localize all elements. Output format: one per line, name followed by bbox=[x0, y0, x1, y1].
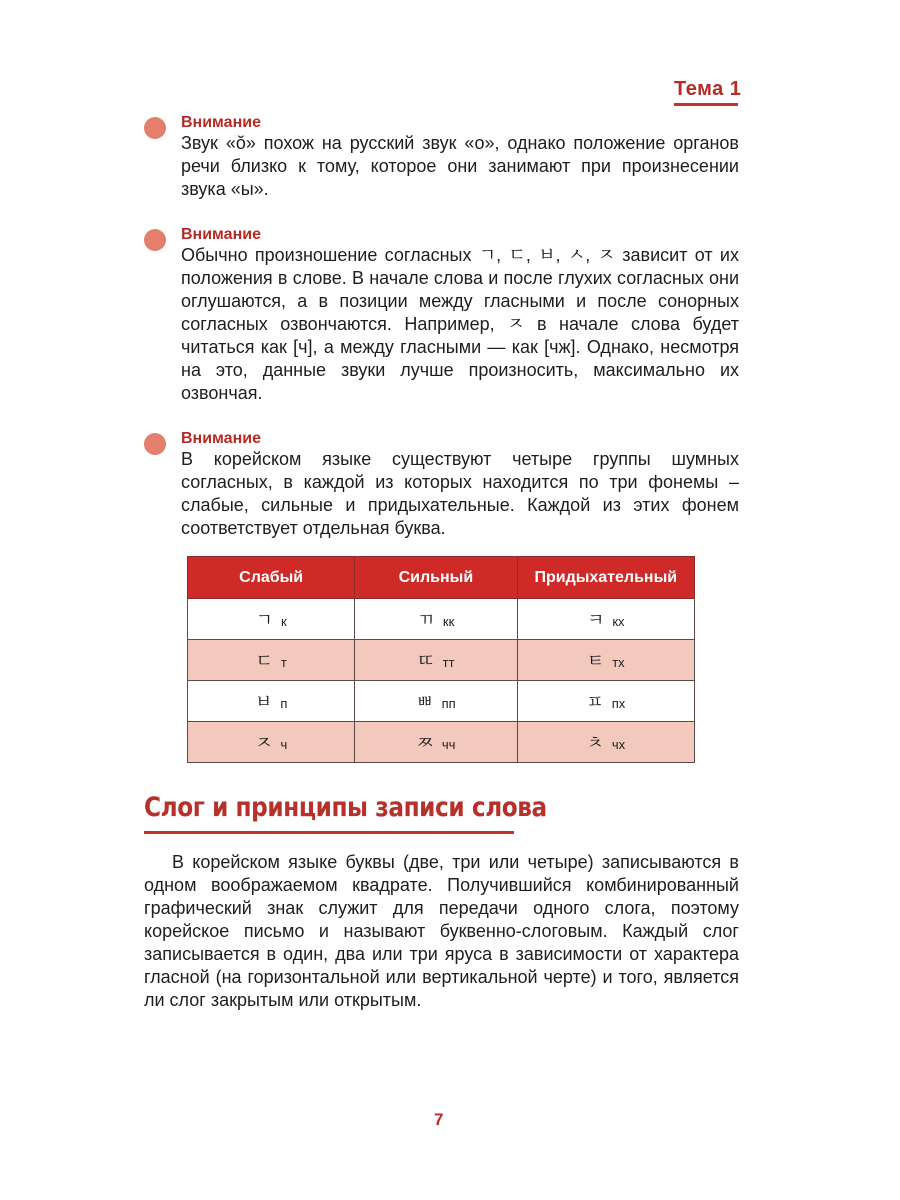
table-cell: ㄸ тт bbox=[355, 640, 517, 681]
table-cell: ㄱ к bbox=[188, 599, 355, 640]
consonant-table bbox=[187, 556, 695, 763]
topic-underline bbox=[674, 103, 738, 106]
table-cell: ㅍ пх bbox=[517, 681, 694, 722]
table-row bbox=[188, 681, 695, 722]
attention-text: Обычно произношение согласных ㄱ, ㄷ, ㅂ, ㅅ, ㅈ зависит от их положения в слове. В начале слова и после глухих согласных они оглушаются, а в позиции между гласными и после сонорных согласных озвончаются. Например, ㅈ в начале слова будет читаться как [ч], а между гласными — как [чж]. Однако, несмотря на это, данные звуки лучше произносить, максимально их озвончая. bbox=[181, 245, 739, 403]
attention-note-3 bbox=[144, 430, 739, 540]
table-cell: ㅉ чч bbox=[355, 722, 517, 763]
column-header-aspirated: Придыхательный bbox=[517, 557, 694, 599]
attention-text: В корейском языке существуют четыре группы шумных согласных, в каждой из которых находится по три фонемы – слабые, сильные и придыхательные. Каждой из этих фонем соответствует отдельная буква. bbox=[181, 449, 739, 538]
table-cell: ㅃ пп bbox=[355, 681, 517, 722]
table-row bbox=[188, 599, 695, 640]
bullet-dot-icon bbox=[144, 433, 166, 455]
attention-label: Внимание bbox=[181, 226, 261, 243]
column-header-strong: Сильный bbox=[355, 557, 517, 599]
section-underline bbox=[144, 831, 514, 834]
table-row bbox=[188, 640, 695, 681]
table-header-row bbox=[188, 557, 695, 599]
attention-note-2 bbox=[144, 226, 739, 405]
page-number: 7 bbox=[434, 1110, 444, 1129]
table-cell: ㅊ чх bbox=[517, 722, 694, 763]
column-header-weak: Слабый bbox=[188, 557, 355, 599]
table-row bbox=[188, 722, 695, 763]
table-cell: ㅋ кх bbox=[517, 599, 694, 640]
table-cell: ㅈ ч bbox=[188, 722, 355, 763]
table-cell: ㄷ т bbox=[188, 640, 355, 681]
section-paragraph: В корейском языке буквы (две, три или четыре) записываются в одном воображаемом квадрате. Получившийся комбинированный графический знак служит для передачи одного слога, поэтому корейское письмо и называют буквенно-слоговым. Каждый слог записывается в один, два или три яруса в зависимости от характера гласной (на горизонтальной или вертикальной черте) и того, является ли слог закрытым или открытым. bbox=[144, 852, 739, 1010]
attention-note-1 bbox=[144, 114, 739, 201]
topic-heading: Тема 1 bbox=[674, 78, 742, 100]
bullet-dot-icon bbox=[144, 229, 166, 251]
table-cell: ㄲ кк bbox=[355, 599, 517, 640]
section-heading: Слог и принципы записи слова bbox=[144, 792, 547, 823]
attention-label: Внимание bbox=[181, 430, 261, 447]
attention-label: Внимание bbox=[181, 114, 261, 131]
bullet-dot-icon bbox=[144, 117, 166, 139]
table-cell: ㅌ тх bbox=[517, 640, 694, 681]
table-cell: ㅂ п bbox=[188, 681, 355, 722]
attention-text: Звук «ŏ» похож на русский звук «о», однако положение органов речи близко к тому, которое они занимают при произнесении звука «ы». bbox=[181, 133, 739, 199]
